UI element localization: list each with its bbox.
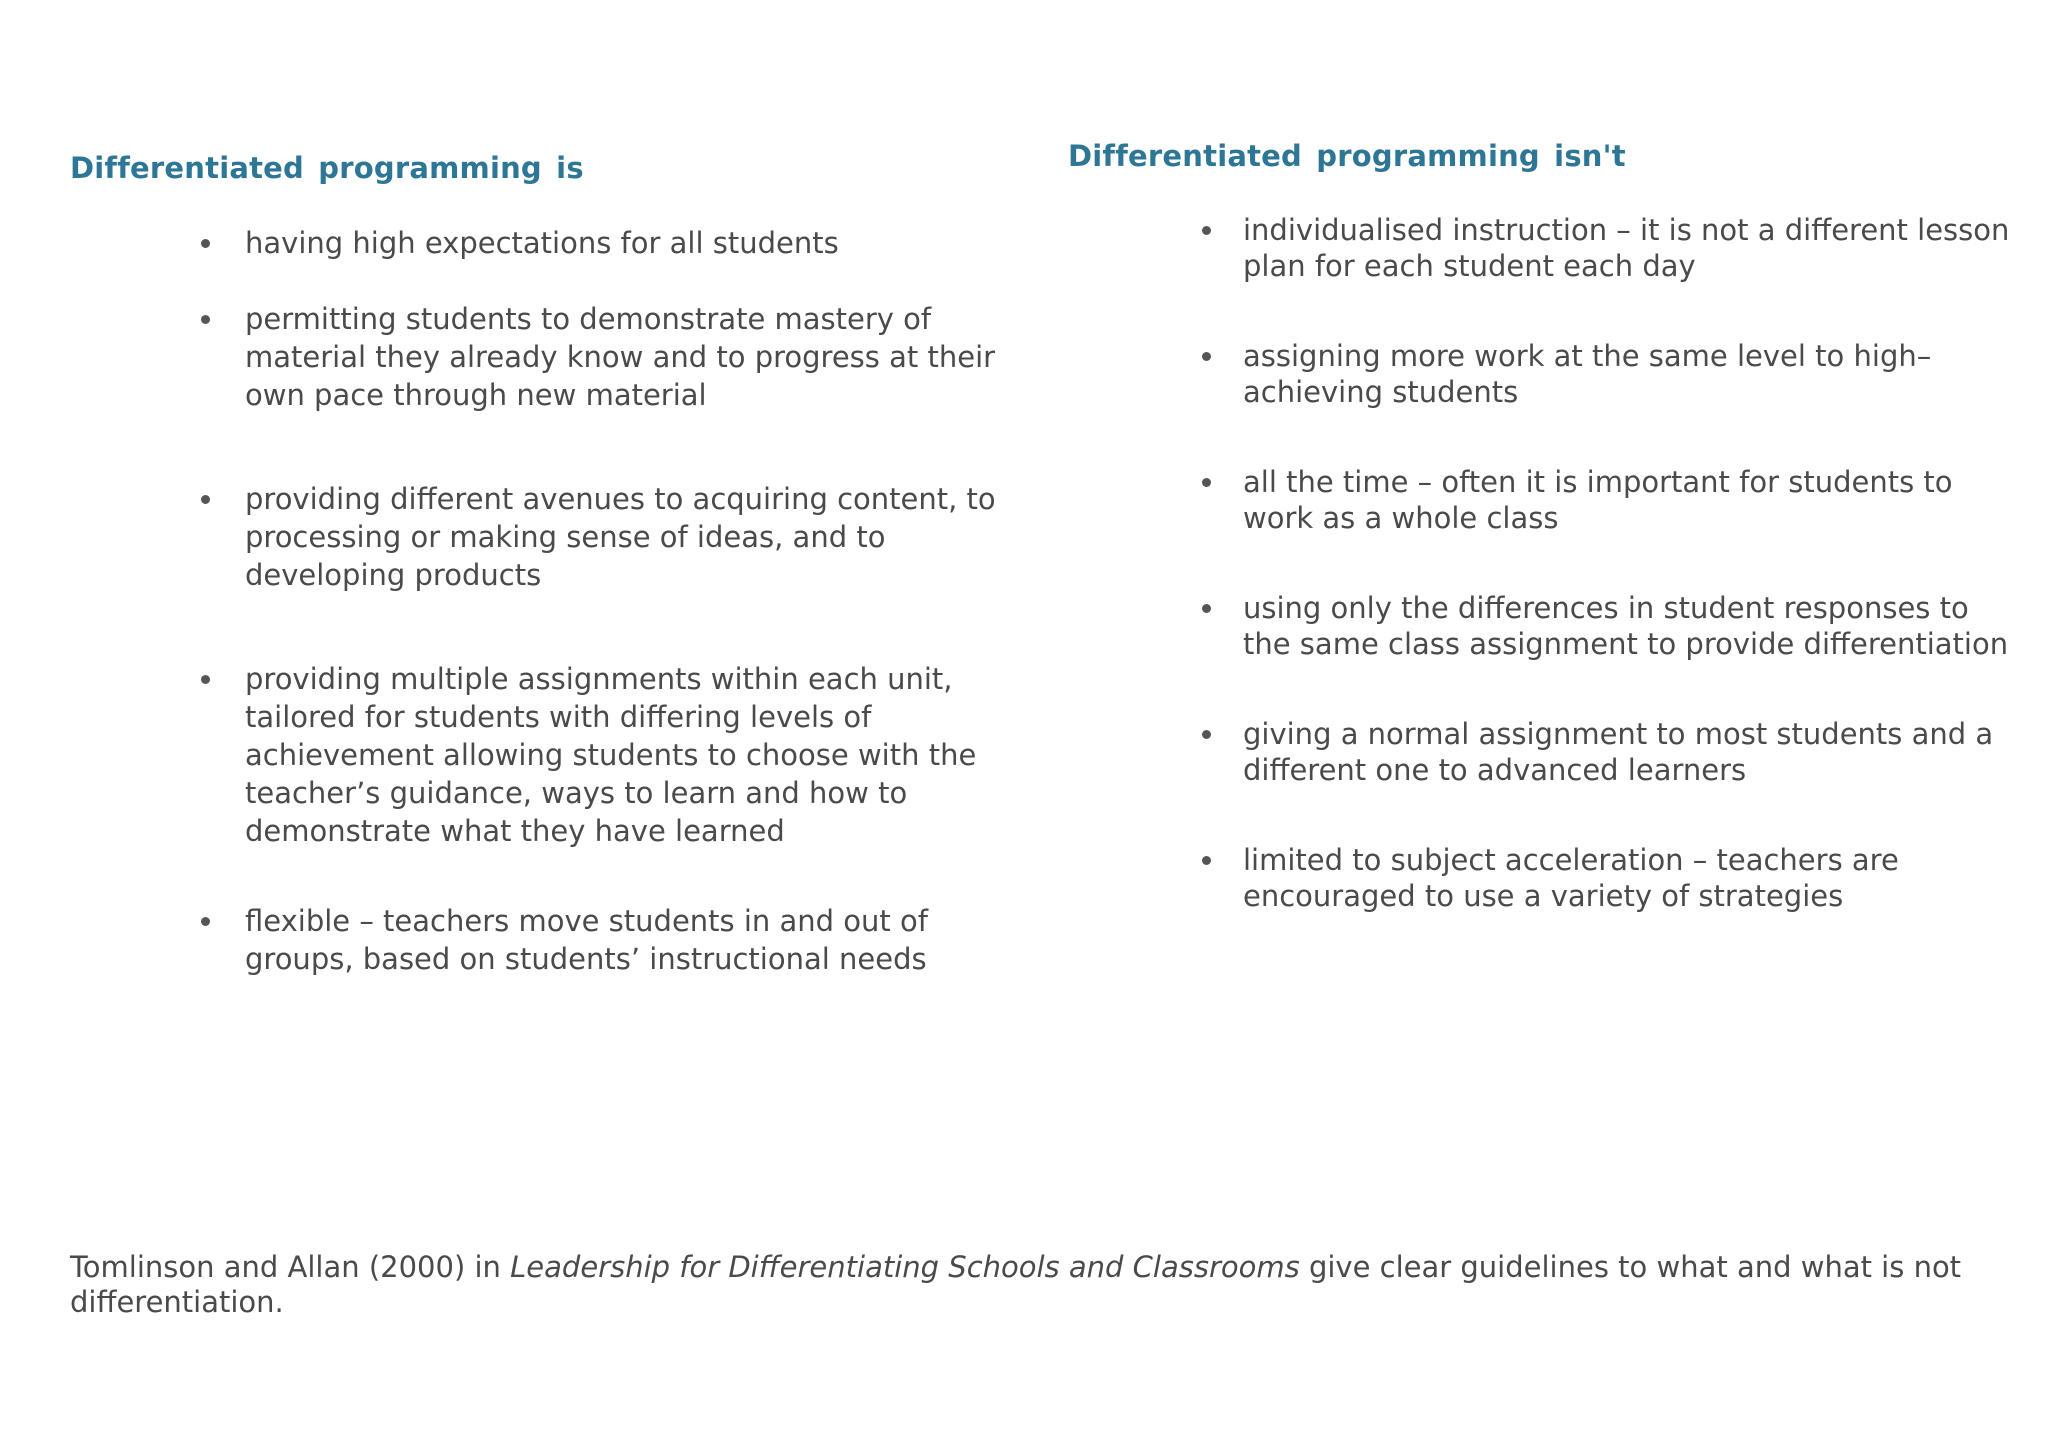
list-item-text: providing multiple assignments within each unit, tailored for students with differing levels of achievement allowing students to choose with the teacher’s guidance, ways to learn and how to demonstrate what they have learned	[245, 662, 977, 848]
book-title: Leadership for Differentiating Schools and Classrooms	[510, 1250, 1300, 1284]
list-item	[1068, 842, 2018, 914]
bullet-icon	[201, 495, 210, 504]
right-heading: Differentiated programming isn't	[1068, 139, 1626, 173]
right-column	[1068, 138, 2018, 914]
list-item	[1068, 464, 2018, 536]
bullet-icon	[1202, 856, 1211, 865]
bullet-icon	[201, 917, 210, 926]
list-item-text: all the time – often it is important for students to work as a whole class	[1243, 465, 1953, 535]
citation-text-after: give clear guidelines to what and what is not differentiation.	[70, 1250, 1962, 1319]
list-item-text: individualised instruction – it is not a different lesson plan for each student each day	[1243, 213, 2010, 283]
list-item-text: flexible – teachers move students in and out of groups, based on students’ instructional needs	[245, 904, 928, 976]
left-column	[70, 150, 1030, 978]
list-item	[1068, 716, 2018, 788]
left-heading: Differentiated programming is	[70, 151, 584, 185]
list-item-text: providing different avenues to acquiring content, to processing or making sense of ideas, and to developing products	[245, 482, 996, 592]
list-item	[70, 300, 1030, 414]
list-item-text: using only the differences in student responses to the same class assignment to provide differentiation	[1243, 591, 2009, 661]
list-item	[70, 480, 1030, 594]
list-item	[70, 660, 1030, 850]
citation-text-before: Tomlinson and Allan (2000) in	[70, 1250, 511, 1284]
bullet-icon	[201, 239, 210, 248]
bullet-icon	[201, 675, 210, 684]
bullet-icon	[1202, 226, 1211, 235]
right-bullet-list	[1068, 212, 2018, 914]
list-item-text: having high expectations for all students	[245, 226, 839, 260]
bullet-icon	[201, 315, 210, 324]
list-item	[70, 902, 1030, 978]
left-bullet-list	[70, 224, 1030, 978]
list-item-text: assigning more work at the same level to high–achieving students	[1243, 339, 1932, 409]
list-item	[1068, 338, 2018, 410]
list-item	[1068, 590, 2018, 662]
bullet-icon	[1202, 604, 1211, 613]
bullet-icon	[1202, 352, 1211, 361]
list-item-text: permitting students to demonstrate mastery of material they already know and to progress at their own pace through new material	[245, 302, 996, 412]
list-item-text: limited to subject acceleration – teachers are encouraged to use a variety of strategies	[1243, 843, 1899, 913]
list-item	[1068, 212, 2018, 284]
bullet-icon	[1202, 478, 1211, 487]
list-item	[70, 224, 1030, 262]
bullet-icon	[1202, 730, 1211, 739]
list-item-text: giving a normal assignment to most students and a different one to advanced learners	[1243, 717, 1994, 787]
citation-paragraph	[70, 1250, 1970, 1320]
